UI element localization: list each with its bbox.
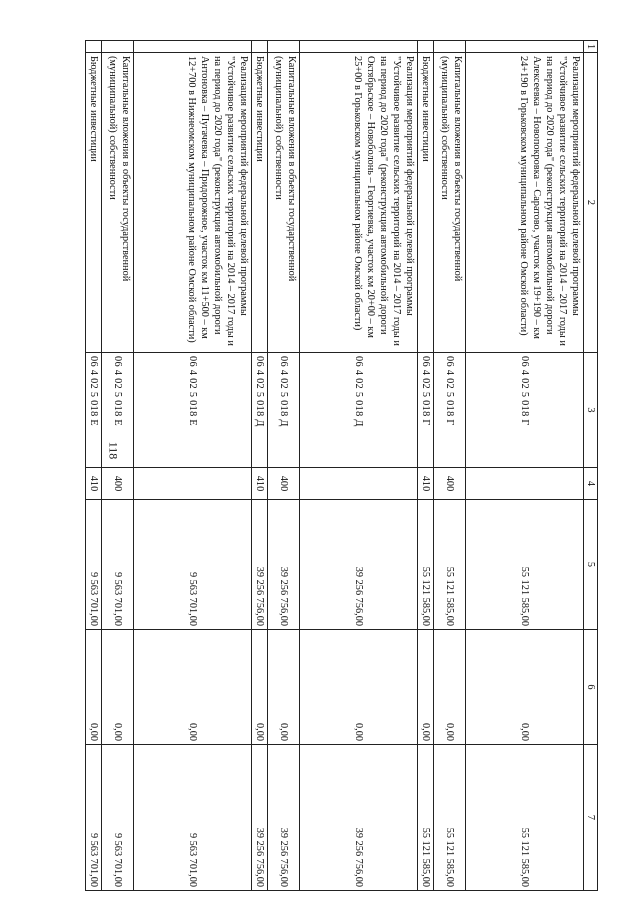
code-cell: 06 4 02 5 018 Д xyxy=(252,353,268,468)
description-cell: Бюджетные инвестиции xyxy=(86,53,102,353)
header-col-3: 3 xyxy=(584,353,598,468)
code-cell: 06 4 02 5 018 Е xyxy=(102,353,134,468)
change-cell: 0,00 xyxy=(300,630,418,745)
total-cell: 9 563 701,00 xyxy=(134,745,252,891)
rotated-page xyxy=(66,40,598,890)
table-row xyxy=(86,41,102,891)
header-col-4: 4 xyxy=(584,468,598,500)
amount-cell: 39 256 756,00 xyxy=(268,500,300,630)
amount-cell: 39 256 756,00 xyxy=(300,500,418,630)
description-cell: Реализация мероприятий федеральной целевой программы "Устойчивое развитие сельских территорий на 2014 – 2017 годы и на период до 2020 года" (реконструкция автомобильной дороги Алексеевка – Новопокровка – Саратово, участок км 19+190 – км 24+190 в Горьковском муниципальном районе Омской области) xyxy=(466,53,584,353)
amount-cell: 55 121 585,00 xyxy=(466,500,584,630)
table-row xyxy=(102,41,134,891)
code-cell: 06 4 02 5 018 Е xyxy=(86,353,102,468)
description-cell: Капитальные вложения в объекты государственной (муниципальной) собственности xyxy=(268,53,300,353)
amount-cell: 55 121 585,00 xyxy=(418,500,434,630)
table-row xyxy=(434,41,466,891)
row-number-cell xyxy=(268,41,300,53)
total-cell: 9 563 701,00 xyxy=(102,745,134,891)
description-cell: Бюджетные инвестиции xyxy=(252,53,268,353)
type-cell: 400 xyxy=(268,468,300,500)
type-cell: 400 xyxy=(102,468,134,500)
amount-cell: 55 121 585,00 xyxy=(434,500,466,630)
code-cell: 06 4 02 5 018 Г xyxy=(434,353,466,468)
row-number-cell xyxy=(300,41,418,53)
change-cell: 0,00 xyxy=(466,630,584,745)
change-cell: 0,00 xyxy=(102,630,134,745)
change-cell: 0,00 xyxy=(268,630,300,745)
description-cell: Капитальные вложения в объекты государственной (муниципальной) собственности xyxy=(102,53,134,353)
total-cell: 39 256 756,00 xyxy=(300,745,418,891)
row-number-cell xyxy=(418,41,434,53)
row-number-cell xyxy=(134,41,252,53)
code-cell: 06 4 02 5 018 Г xyxy=(418,353,434,468)
description-cell: Бюджетные инвестиции xyxy=(418,53,434,353)
total-cell: 39 256 756,00 xyxy=(252,745,268,891)
total-cell: 55 121 585,00 xyxy=(418,745,434,891)
total-cell: 55 121 585,00 xyxy=(466,745,584,891)
page-number: 118 xyxy=(106,441,121,460)
code-cell: 06 4 02 5 018 Д xyxy=(268,353,300,468)
header-col-6: 6 xyxy=(584,630,598,745)
amount-cell: 9 563 701,00 xyxy=(86,500,102,630)
table-row xyxy=(134,41,252,891)
row-number-cell xyxy=(434,41,466,53)
amount-cell: 9 563 701,00 xyxy=(134,500,252,630)
table-row xyxy=(300,41,418,891)
table-row xyxy=(418,41,434,891)
type-cell: 410 xyxy=(86,468,102,500)
code-cell: 06 4 02 5 018 Г xyxy=(466,353,584,468)
change-cell: 0,00 xyxy=(86,630,102,745)
amount-cell: 39 256 756,00 xyxy=(252,500,268,630)
table-row xyxy=(268,41,300,891)
type-cell: 400 xyxy=(434,468,466,500)
change-cell: 0,00 xyxy=(418,630,434,745)
code-cell: 06 4 02 5 018 Е xyxy=(134,353,252,468)
total-cell: 55 121 585,00 xyxy=(434,745,466,891)
table-row xyxy=(252,41,268,891)
description-cell: Реализация мероприятий федеральной целевой программы "Устойчивое развитие сельских территорий на 2014 – 2017 годы и на период до 2020 года" (реконструкция автомобильной дороги Антоновка – Пугачевка – Придорожное, участок км 11+500 – км 12+700 в Нижнеомском муниципальном районе Омской области) xyxy=(134,53,252,353)
type-cell: 410 xyxy=(418,468,434,500)
budget-table xyxy=(85,40,598,891)
header-row xyxy=(584,41,598,891)
change-cell: 0,00 xyxy=(252,630,268,745)
header-col-5: 5 xyxy=(584,500,598,630)
change-cell: 0,00 xyxy=(434,630,466,745)
table-row xyxy=(466,41,584,891)
row-number-cell xyxy=(86,41,102,53)
table-body xyxy=(86,41,584,891)
type-cell xyxy=(134,468,252,500)
row-number-cell xyxy=(102,41,134,53)
row-number-cell xyxy=(466,41,584,53)
type-cell: 410 xyxy=(252,468,268,500)
header-col-2: 2 xyxy=(584,53,598,353)
total-cell: 39 256 756,00 xyxy=(268,745,300,891)
total-cell: 9 563 701,00 xyxy=(86,745,102,891)
header-col-7: 7 xyxy=(584,745,598,891)
code-cell: 06 4 02 5 018 Д xyxy=(300,353,418,468)
header-col-1: 1 xyxy=(584,41,598,53)
description-cell: Реализация мероприятий федеральной целевой программы "Устойчивое развитие сельских территорий на 2014 – 2017 годы и на период до 2020 года" (реконструкция автомобильной дороги Октябрьское – Новоболонь – Георгиевка, участок км 20+00 – км 25+00 в Горьковском муниципальном районе Омской области) xyxy=(300,53,418,353)
type-cell xyxy=(466,468,584,500)
change-cell: 0,00 xyxy=(134,630,252,745)
row-number-cell xyxy=(252,41,268,53)
description-cell: Капитальные вложения в объекты государственной (муниципальной) собственности xyxy=(434,53,466,353)
amount-cell: 9 563 701,00 xyxy=(102,500,134,630)
type-cell xyxy=(300,468,418,500)
